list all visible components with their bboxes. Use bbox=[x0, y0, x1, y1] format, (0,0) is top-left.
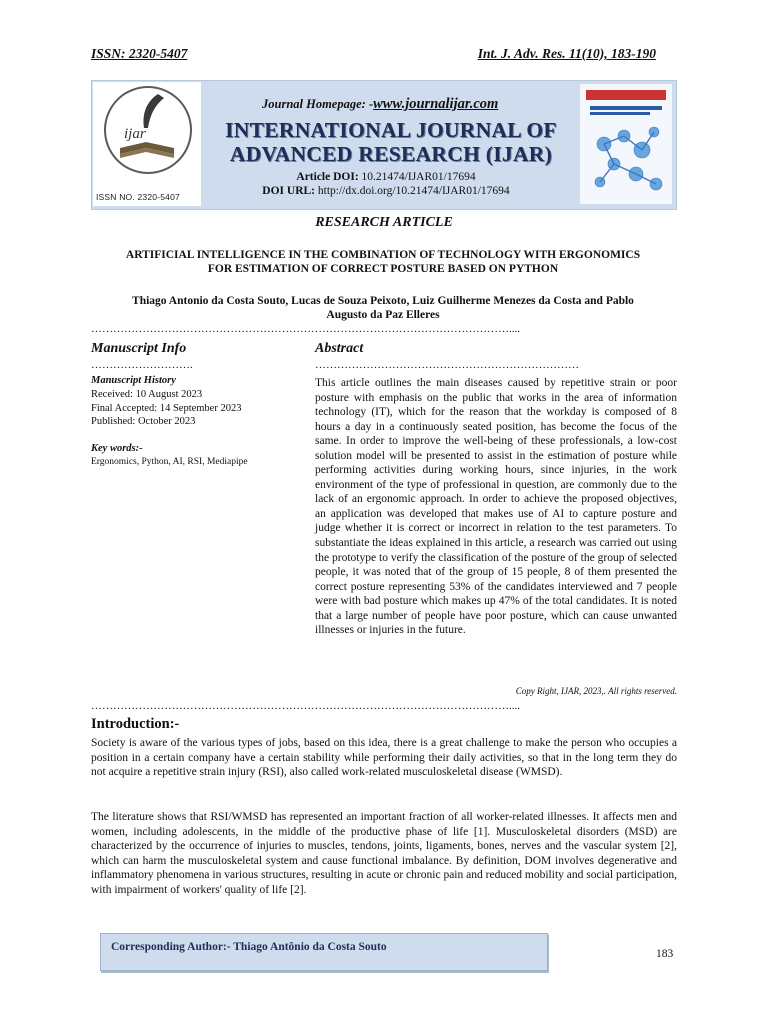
manuscript-info-dots: ………………………. bbox=[91, 359, 193, 371]
section-separator-top: …………………………………………………………………………………………………….... bbox=[91, 323, 520, 335]
citation-header: Int. J. Adv. Res. 11(10), 183-190 bbox=[477, 46, 656, 61]
keywords-list: Ergonomics, Python, AI, RSI, Mediapipe bbox=[91, 457, 248, 467]
manuscript-info-heading: Manuscript Info bbox=[91, 341, 187, 356]
accepted-date: Final Accepted: 14 September 2023 bbox=[91, 403, 242, 414]
section-separator-bottom: …………………………………………………………………………………………………….... bbox=[91, 700, 520, 712]
journal-title-line2: ADVANCED RESEARCH (IJAR) bbox=[229, 142, 553, 166]
abstract-heading: Abstract bbox=[315, 341, 364, 356]
doi-url-link[interactable]: http://dx.doi.org/10.21474/IJAR01/17694 bbox=[317, 185, 510, 197]
published-date: Published: October 2023 bbox=[91, 416, 196, 427]
journal-homepage bbox=[262, 96, 498, 113]
article-doi bbox=[206, 171, 566, 183]
article-authors bbox=[91, 294, 675, 322]
introduction-paragraph-1: Society is aware of the various types of jobs, based on this idea, there is a great challenge to make the person who occupies a position in a certain company have a certain stability while performing their daily activities, so that in the long term they do not acquire a repetitive strain injury (RSI), also called work-related musculoskeletal disease (WMSD). bbox=[91, 737, 677, 779]
article-title bbox=[91, 248, 675, 276]
journal-title-line1: INTERNATIONAL JOURNAL OF bbox=[225, 118, 557, 142]
logo-text: ijar bbox=[124, 126, 146, 142]
introduction-paragraph-2: The literature shows that RSI/WMSD has represented an important fraction of all worker-related illnesses. It affects men and women, including adolescents, in the middle of the productive phase of life [1]. Musculoskeletal disorders (MSD) are characterized by the occurrence of injuries to muscles, tendons, joints, ligaments, bones, nerves and the vascular system [2], which can harm the musculoskeletal system and cause functional imbalance. By definition, DOM involves degenerative and inflammatory phenomena in various structures, resulting in acute or chronic pain and reduced mobility and social participation, with impairment of workers' quality of life [2]. bbox=[91, 811, 677, 896]
homepage-link[interactable]: www.journalijar.com bbox=[373, 96, 499, 112]
logo-issn: ISSN NO. 2320-5407 bbox=[96, 192, 180, 202]
abstract-text: This article outlines the main diseases caused by repetitive strain or poor posture with emphasis on the public that works in the area of information technology (IT), which for the reason that the workday is composed of 8 hours a day in a continuously seated position, has become the focus of the same. In order to improve the well-being of these professionals, a low-cost solution model will be presented to assist in the estimation of posture while performing activities during working hours, since injuries, in the work environment of the type of professional in question, are commonly due to the lack of an ergonomic approach. In order to achieve the proposed objectives, an application was developed that makes use of AI to capture posture and judge whether it is correct or incorrect in relation to the test parameters. To substantiate the ideas explained in this article, a research was carried out using the prototype to verify the classification of the posture of the group of selected people, it was noted that of the group of 15 people, 8 of them presented the correct posture representing 53% of the candidates interviewed and 7 people were with bad posture which makes up 47% of the total candidates. It is noted that a large number of people have poor posture, which can cause unwanted illnesses or injuries in the future. bbox=[315, 377, 677, 637]
article-type: RESEARCH ARTICLE bbox=[315, 215, 453, 230]
molecule-cover-icon bbox=[580, 84, 672, 204]
article-title-line1: ARTIFICIAL INTELLIGENCE IN THE COMBINATION OF TECHNOLOGY WITH ERGONOMICS bbox=[125, 249, 641, 261]
journal-cover-image bbox=[580, 84, 672, 204]
received-date: Received: 10 August 2023 bbox=[91, 389, 203, 400]
logo-emblem bbox=[104, 86, 192, 174]
introduction-heading: Introduction:- bbox=[91, 716, 180, 732]
abstract-dots: ……………………………………………………………… bbox=[315, 359, 579, 371]
homepage-label: Journal Homepage: - bbox=[262, 97, 374, 111]
article-title-line2: FOR ESTIMATION OF CORRECT POSTURE BASED ON PYTHON bbox=[207, 263, 559, 275]
page-number: 183 bbox=[656, 948, 674, 960]
copyright-notice: Copy Right, IJAR, 2023,. All rights reserved. bbox=[515, 686, 677, 696]
authors-line1: Thiago Antonio da Costa Souto, Lucas de Souza Peixoto, Luiz Guilherme Menezes da Costa and Pablo bbox=[132, 295, 634, 307]
manuscript-history-label: Manuscript History bbox=[91, 375, 176, 386]
doi-value: 10.21474/IJAR01/17694 bbox=[361, 171, 476, 183]
corresponding-author-box bbox=[100, 933, 548, 971]
quill-book-icon bbox=[106, 88, 190, 172]
keywords-label: Key words:- bbox=[91, 443, 143, 454]
doi-url bbox=[206, 185, 566, 197]
authors-line2: Augusto da Paz Elleres bbox=[326, 309, 440, 321]
doi-label: Article DOI: bbox=[296, 171, 359, 183]
corresponding-author: Corresponding Author:- Thiago Antônio da Costa Souto bbox=[111, 941, 387, 953]
doi-url-label: DOI URL: bbox=[262, 185, 316, 197]
journal-title bbox=[206, 118, 576, 166]
issn-header: ISSN: 2320-5407 bbox=[91, 46, 188, 61]
